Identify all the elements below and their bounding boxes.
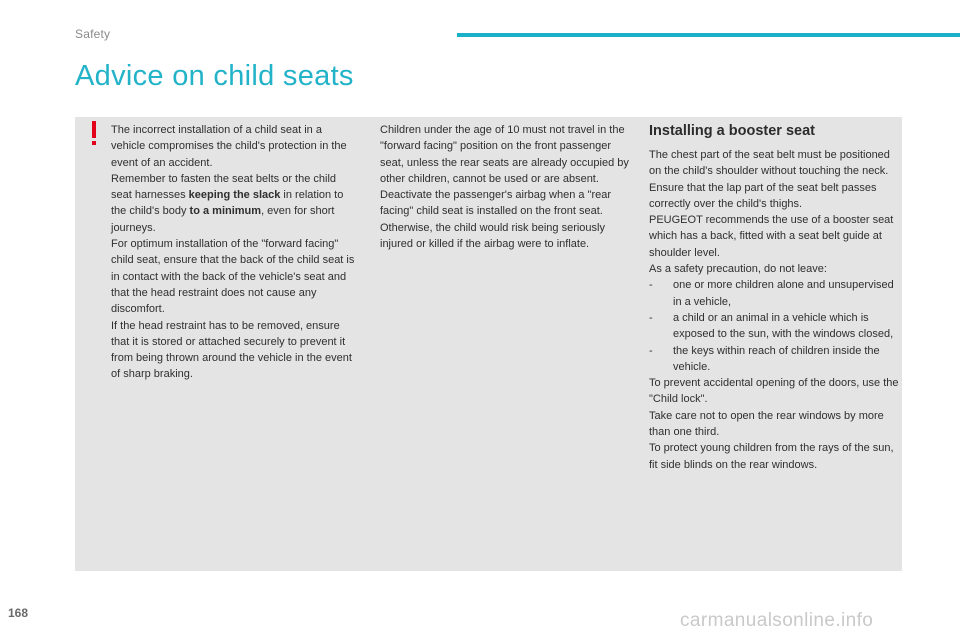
warning-column	[111, 122, 359, 383]
paragraph: For optimum installation of the "forward facing" child seat, ensure that the back of the child seat is in contact with the back of the vehicle's seat and that the head restraint does not cause any discomfort.	[111, 238, 355, 316]
paragraph: Remember to fasten the seat belts or the child seat harnesses keeping the slack in relation to the child's body to a minimum, even for short journeys.	[111, 172, 344, 234]
paragraph: Take care not to open the rear windows by more than one third.	[649, 409, 884, 439]
booster-seat-column	[649, 122, 902, 473]
exclamation-icon	[89, 120, 99, 146]
paragraph: To protect young children from the rays of the sun, fit side blinds on the rear windows.	[649, 442, 894, 471]
page-number: 168	[8, 606, 29, 620]
list-item: - one or more children alone and unsupervised in a vehicle,	[649, 279, 894, 308]
section-label: Safety	[75, 27, 111, 41]
list-item: - a child or an animal in a vehicle which is exposed to the sun, with the windows closed,	[649, 311, 894, 341]
paragraph: To prevent accidental opening of the doors, use the "Child lock".	[649, 377, 899, 406]
page-title: Advice on child seats	[75, 60, 354, 92]
section-heading: Installing a booster seat	[649, 123, 815, 139]
paragraph: If the head restraint has to be removed, ensure that it is stored or attached securely to prevent it from being thrown around the vehicle in the event of sharp braking.	[111, 319, 352, 381]
paragraph: Ensure that the lap part of the seat belt passes correctly over the child's thighs.	[649, 181, 877, 210]
paragraph: Deactivate the passenger's airbag when a "rear facing" child seat is installed on the front seat. Otherwise, the child would risk being seriously injured or killed if the airbag were to inflate.	[380, 189, 612, 251]
paragraph: As a safety precaution, do not leave:	[649, 263, 827, 276]
list-item: - the keys within reach of children inside the vehicle.	[649, 344, 880, 373]
paragraph: The incorrect installation of a child seat in a vehicle compromises the child's protection in the event of an accident.	[111, 124, 347, 169]
header-accent-bar	[457, 33, 960, 37]
paragraph: PEUGEOT recommends the use of a booster seat which has a back, fitted with a seat belt guide at shoulder level.	[649, 214, 894, 259]
paragraph: Children under the age of 10 must not travel in the "forward facing" position on the front passenger seat, unless the rear seats are already occupied by other children, cannot be used or are absent.	[380, 124, 629, 185]
airbag-column	[380, 122, 630, 252]
paragraph: The chest part of the seat belt must be positioned on the child's shoulder without touching the neck.	[649, 149, 890, 178]
watermark: carmanualsonline.info	[680, 610, 874, 631]
